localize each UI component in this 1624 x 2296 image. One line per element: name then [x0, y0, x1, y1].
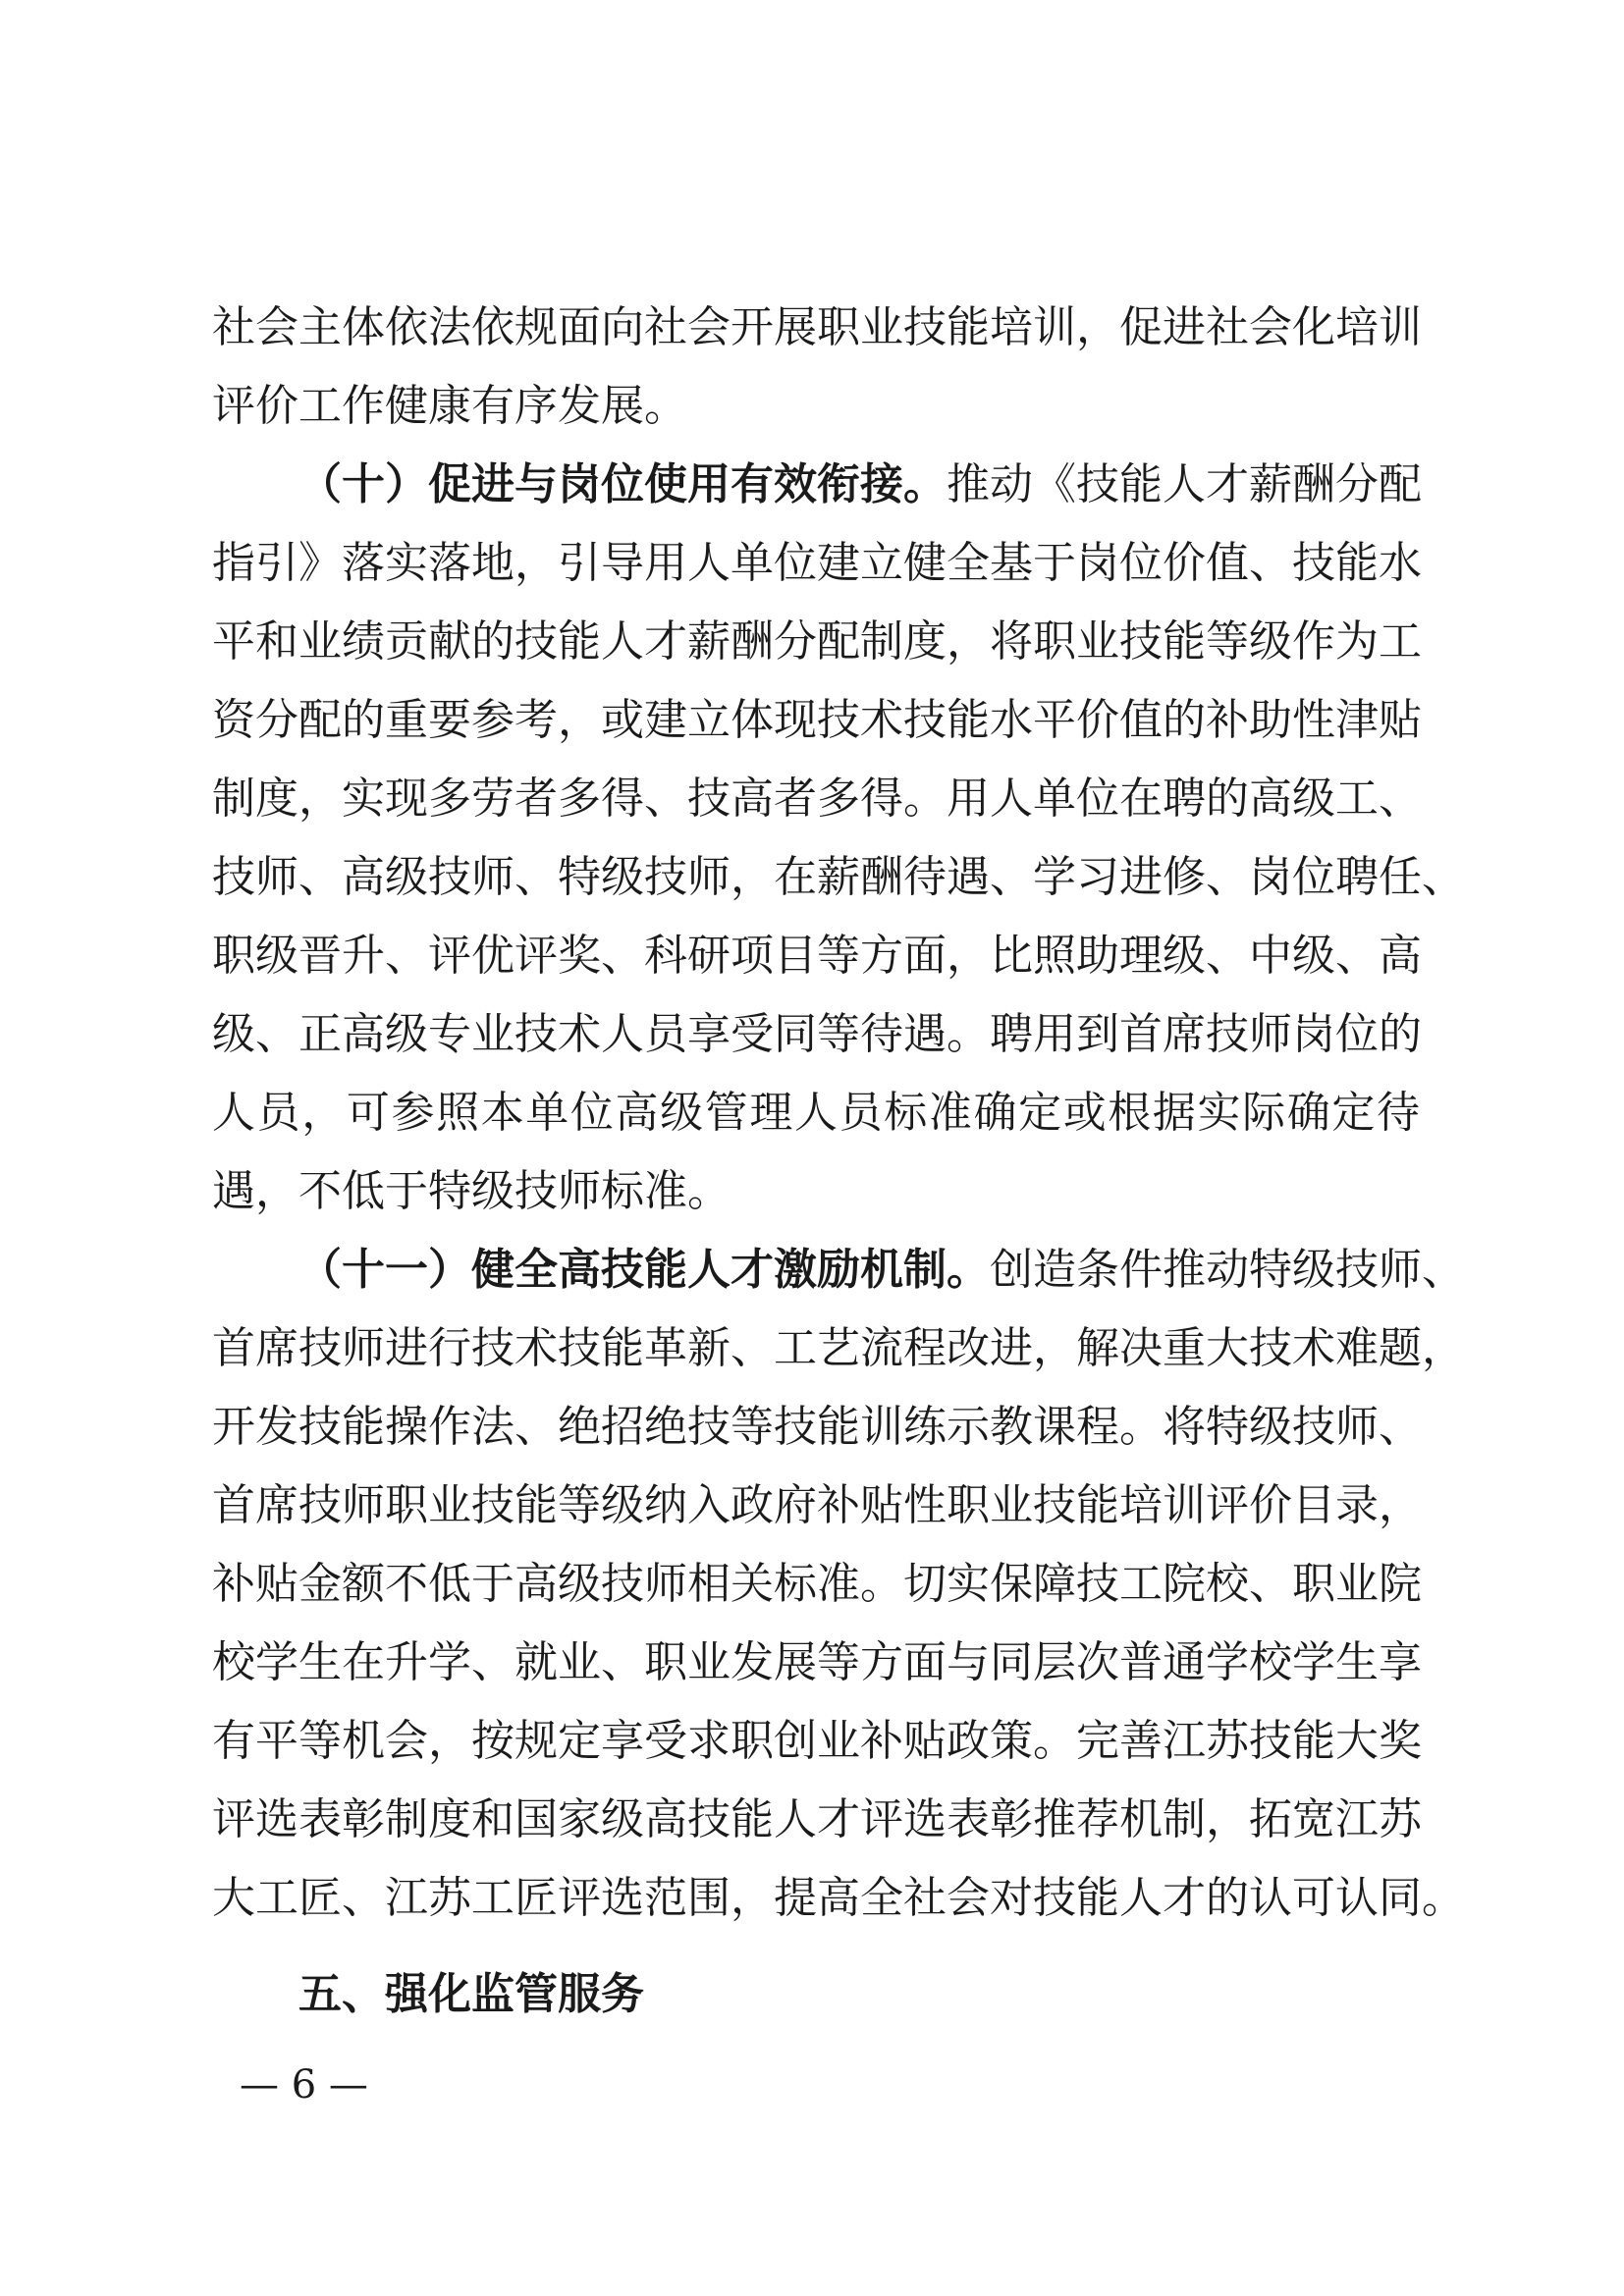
paragraph-first-line [298, 1241, 1465, 1300]
paragraph-line: 遇，不低于特级技师标准。 [212, 1166, 731, 1216]
paragraph-line: 校学生在升学、就业、职业发展等方面与同层次普通学校学生享 [212, 1637, 1422, 1687]
paragraph-line: 开发技能操作法、绝招绝技等技能训练示教课程。将特级技师、 [212, 1402, 1422, 1452]
paragraph-line: 人员，可参照本单位高级管理人员标准确定或根据实际确定待 [212, 1088, 1420, 1138]
paragraph-line: 制度，实现多劳者多得、技高者多得。用人单位在聘的高级工、 [212, 774, 1422, 824]
paragraph-line: 首席技师进行技术技能革新、工艺流程改进，解决重大技术难题， [212, 1323, 1465, 1373]
paragraph-heading: （十一）健全高技能人才激励机制。 [298, 1245, 990, 1295]
section-heading: 五、强化监管服务 [298, 1969, 644, 2019]
paragraph-line: 有平等机会，按规定享受求职创业补贴政策。完善江苏技能大奖 [212, 1716, 1422, 1766]
paragraph-first-line [298, 455, 1420, 514]
paragraph-line: 首席技师职业技能等级纳入政府补贴性职业技能培训评价目录， [212, 1480, 1422, 1530]
paragraph-line: 指引》落实落地，引导用人单位建立健全基于岗位价值、技能水 [212, 538, 1422, 588]
page-number: — 6 — [240, 2062, 368, 2108]
paragraph-line: 评价工作健康有序发展。 [212, 381, 687, 431]
paragraph-line: 平和业绩贡献的技能人才薪酬分配制度，将职业技能等级作为工 [212, 616, 1422, 667]
paragraph-line: 级、正高级专业技术人员享受同等待遇。聘用到首席技师岗位的 [212, 1009, 1422, 1059]
paragraph-line: 大工匠、江苏工匠评选范围，提高全社会对技能人才的认可认同。 [212, 1873, 1465, 1923]
paragraph-line: 评选表彰制度和国家级高技能人才评选表彰推荐机制，拓宽江苏 [212, 1794, 1422, 1844]
paragraph-line: 资分配的重要参考，或建立体现技术技能水平价值的补助性津贴 [212, 695, 1422, 745]
paragraph-line: 补贴金额不低于高级技师相关标准。切实保障技工院校、职业院 [212, 1559, 1422, 1609]
paragraph-text: 推动《技能人才薪酬分配 [947, 459, 1422, 509]
paragraph-line: 社会主体依法依规面向社会开展职业技能培训，促进社会化培训 [212, 302, 1422, 352]
paragraph-line: 技师、高级技师、特级技师，在薪酬待遇、学习进修、岗位聘任、 [212, 852, 1465, 902]
paragraph-heading: （十）促进与岗位使用有效衔接。 [298, 459, 947, 509]
paragraph-text: 创造条件推动特级技师、 [990, 1245, 1465, 1295]
paragraph-line: 职级晋升、评优评奖、科研项目等方面，比照助理级、中级、高 [212, 931, 1422, 981]
